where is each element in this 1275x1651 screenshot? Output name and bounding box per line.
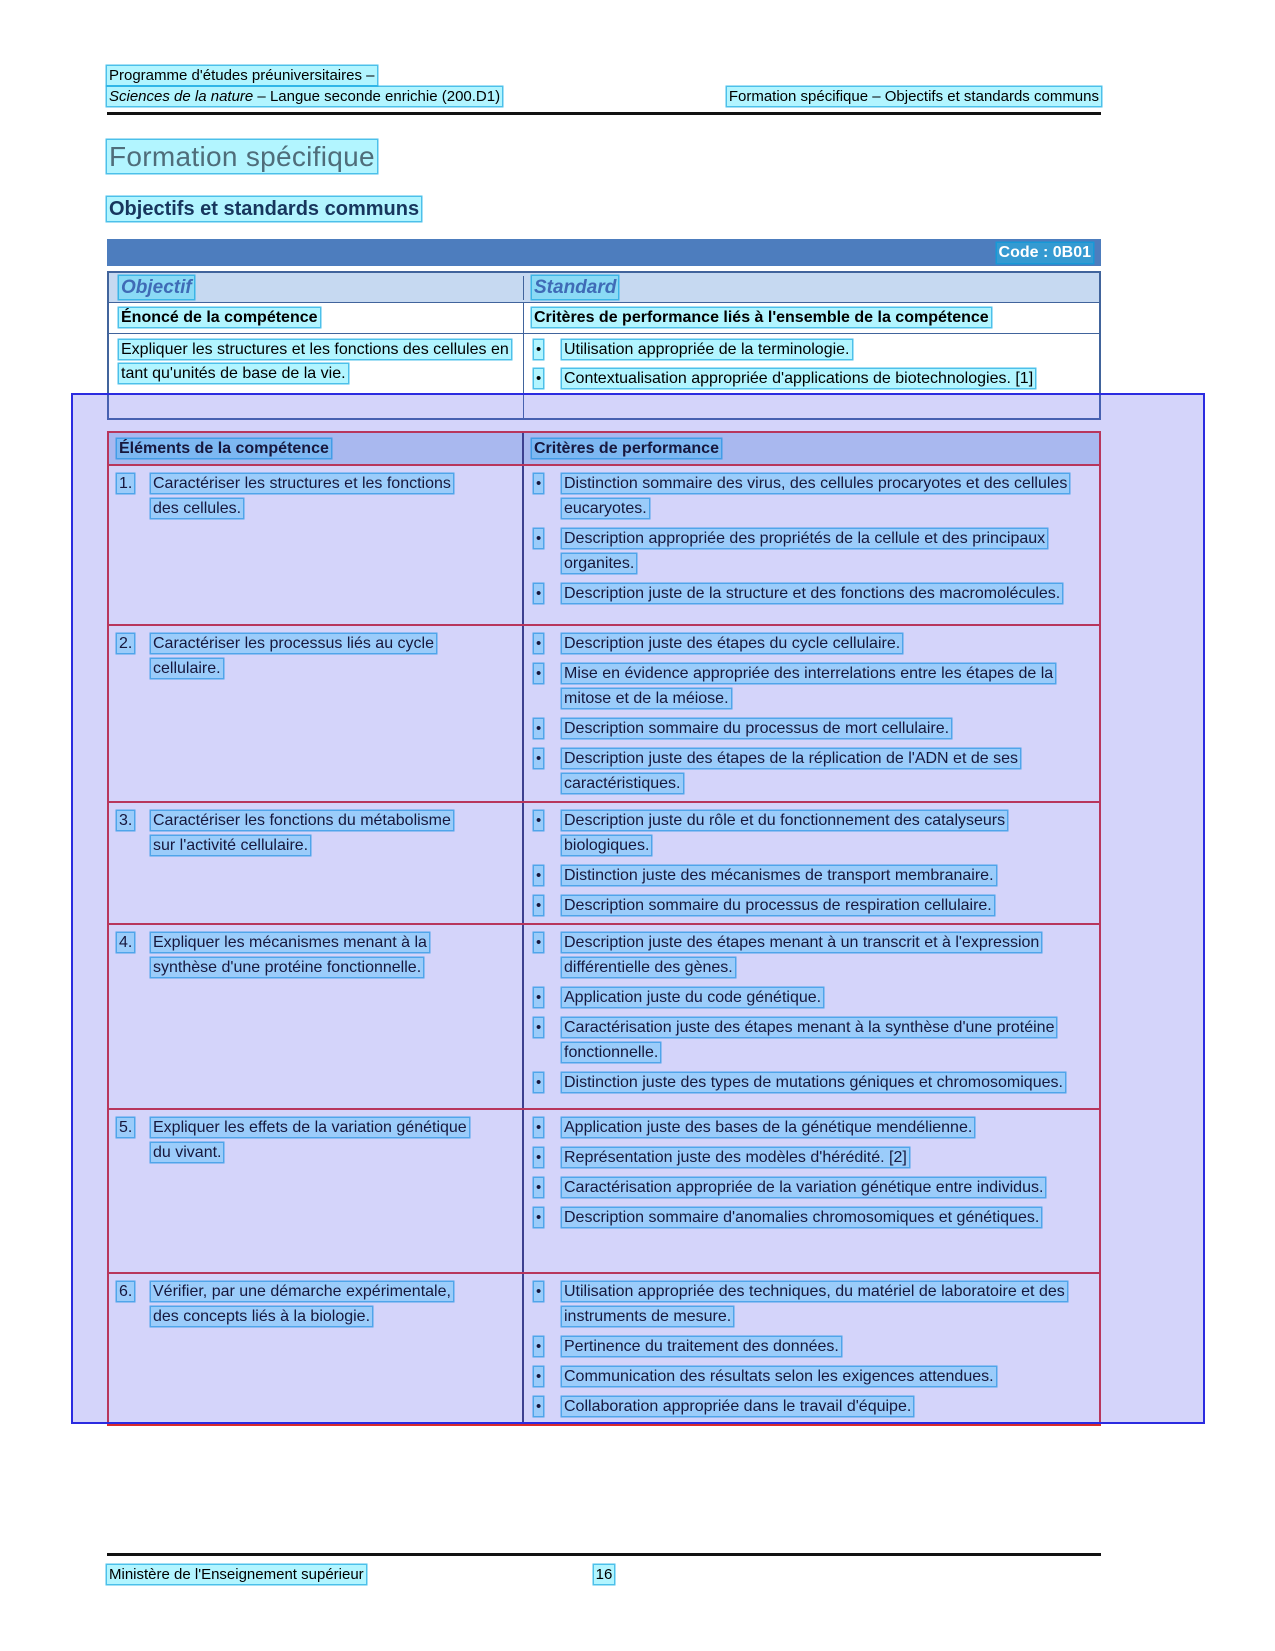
element-text: Caractériser les structures et les fonctions des cellules. — [153, 475, 451, 517]
bullet-icon: • — [536, 1209, 542, 1226]
objective-table-subheader-row — [109, 303, 1099, 334]
element-number-wrap — [117, 1115, 151, 1140]
bullet-wrap — [532, 1279, 562, 1304]
element-number: 4. — [119, 934, 133, 951]
bullet-icon: • — [536, 934, 542, 951]
criterion-text: Description appropriée des propriétés de la cellule et des principaux organites. — [564, 530, 1046, 572]
criteria-cell — [524, 466, 1099, 624]
criteria-cell — [524, 803, 1099, 923]
bullet-wrap — [532, 893, 562, 918]
element-number-wrap — [117, 808, 151, 833]
element-number: 1. — [119, 475, 133, 492]
criterion-text: Communication des résultats selon les exigences attendues. — [564, 1368, 994, 1385]
criterion-text: Description sommaire du processus de mort cellulaire. — [564, 720, 950, 737]
criterion-text: Représentation juste des modèles d'hérédité. [2] — [564, 1149, 907, 1166]
competence-statement-cell — [109, 334, 524, 418]
bullet-icon: • — [536, 341, 542, 358]
element-text: Vérifier, par une démarche expérimentale, des concepts liés à la biologie. — [153, 1283, 451, 1325]
element-text: Caractériser les fonctions du métabolisme sur l'activité cellulaire. — [153, 812, 451, 854]
criterion-text: Collaboration appropriée dans le travail d'équipe. — [564, 1398, 912, 1415]
bullet-icon: • — [536, 1019, 542, 1036]
criterion — [532, 930, 1091, 980]
criterion — [532, 1115, 1091, 1140]
bullet-icon: • — [536, 1338, 542, 1355]
criterion-text: Application juste des bases de la génétique mendélienne. — [564, 1119, 973, 1136]
criterion — [532, 471, 1091, 521]
bullet-wrap — [532, 1364, 562, 1389]
criteria-cell — [524, 1274, 1099, 1424]
element-number-wrap — [117, 471, 151, 496]
header-left-line1 — [107, 66, 502, 86]
table-row — [109, 923, 1099, 1108]
criterion-text: Description juste des étapes de la réplication de l'ADN et de ses caractéristiques. — [564, 750, 1018, 792]
element-cell — [109, 1110, 524, 1272]
bullet-icon: • — [536, 475, 542, 492]
bullet-wrap — [532, 338, 562, 362]
header-program-title: Programme d'études préuniversitaires – — [109, 67, 375, 84]
bullet-icon: • — [536, 867, 542, 884]
criterion-text: Contextualisation appropriée d'applications de biotechnologies. [1] — [564, 370, 1034, 387]
bullet-icon: • — [536, 720, 542, 737]
page-header — [107, 66, 1101, 115]
table-row — [109, 464, 1099, 624]
criterion — [532, 1070, 1091, 1095]
criterion-text: Distinction juste des types de mutations géniques et chromosomiques. — [564, 1074, 1063, 1091]
criteria-cell — [524, 925, 1099, 1108]
competence-statement: Expliquer les structures et les fonctions des cellules en tant qu'unités de base de la vie. — [121, 341, 509, 382]
criterion — [532, 1145, 1091, 1170]
bullet-icon: • — [536, 989, 542, 1006]
criterion — [532, 367, 1091, 391]
bullet-wrap — [532, 526, 562, 551]
bullet-icon: • — [536, 1368, 542, 1385]
element-number: 2. — [119, 635, 133, 652]
bullet-icon: • — [536, 750, 542, 767]
criterion-text: Application juste du code génétique. — [564, 989, 822, 1006]
bullet-icon: • — [536, 1398, 542, 1415]
criterion-text: Description juste des étapes du cycle cellulaire. — [564, 635, 901, 652]
criterion — [532, 1175, 1091, 1200]
bullet-wrap — [532, 930, 562, 955]
criterion-text: Caractérisation juste des étapes menant à la synthèse d'une protéine fonctionnelle. — [564, 1019, 1055, 1061]
criterion — [532, 1334, 1091, 1359]
criterion-text: Utilisation appropriée des techniques, du matériel de laboratoire et des instruments de mesure. — [564, 1283, 1065, 1325]
bullet-icon: • — [536, 1283, 542, 1300]
standard-header-cell: Standard — [534, 276, 617, 298]
bullet-icon: • — [536, 1149, 542, 1166]
element-cell — [109, 925, 524, 1108]
criterion — [532, 808, 1091, 858]
criterion-text: Distinction juste des mécanismes de transport membranaire. — [564, 867, 994, 884]
bullet-wrap — [532, 1334, 562, 1359]
element-cell — [109, 466, 524, 624]
criterion-text: Description sommaire du processus de respiration cellulaire. — [564, 897, 992, 914]
bullet-icon: • — [536, 585, 542, 602]
bullet-wrap — [532, 863, 562, 888]
code-label: Code : 0B01 — [998, 243, 1091, 261]
code-banner — [107, 239, 1101, 266]
objective-standard-table — [107, 271, 1101, 420]
criterion-text: Description juste des étapes menant à un transcrit et à l'expression différentielle des gènes. — [564, 934, 1040, 976]
criterion — [532, 863, 1091, 888]
criterion — [532, 1279, 1091, 1329]
bullet-wrap — [532, 1175, 562, 1200]
bullet-wrap — [532, 1070, 562, 1095]
criterion — [532, 526, 1091, 576]
criteria-cell — [524, 626, 1099, 801]
performance-header-cell: Critères de performance — [534, 440, 719, 457]
bullet-wrap — [532, 581, 562, 606]
objective-table-content-row — [109, 334, 1099, 418]
bullet-wrap — [532, 471, 562, 496]
criterion-text: Distinction sommaire des virus, des cellules procaryotes et des cellules eucaryotes. — [564, 475, 1068, 517]
criterion — [532, 338, 1091, 362]
bullet-icon: • — [536, 370, 542, 387]
criterion-text: Utilisation appropriée de la terminologie. — [564, 341, 850, 358]
bullet-wrap — [532, 1394, 562, 1419]
page-subtitle: Objectifs et standards communs — [109, 198, 420, 220]
footer-page-number: 16 — [595, 1566, 613, 1583]
criterion — [532, 1015, 1091, 1065]
elements-criteria-table — [107, 431, 1101, 1426]
bullet-wrap — [532, 746, 562, 771]
criterion-text: Description sommaire d'anomalies chromosomiques et génétiques. — [564, 1209, 1040, 1226]
bullet-wrap — [532, 1015, 562, 1040]
bullet-icon: • — [536, 635, 542, 652]
bullet-wrap — [532, 985, 562, 1010]
element-number-wrap — [117, 1279, 151, 1304]
page-title: Formation spécifique — [109, 141, 375, 172]
header-program-name: Sciences de la nature — [109, 88, 254, 105]
criterion — [532, 1205, 1091, 1230]
criterion — [532, 985, 1091, 1010]
objective-header-cell: Objectif — [109, 276, 524, 300]
bullet-icon: • — [536, 1179, 542, 1196]
bullet-icon: • — [536, 665, 542, 682]
criterion — [532, 893, 1091, 918]
bullet-icon: • — [536, 812, 542, 829]
criterion — [532, 746, 1091, 796]
competence-criteria-cell — [524, 334, 1099, 418]
criterion-text: Description juste de la structure et des fonctions des macromolécules. — [564, 585, 1061, 602]
bullet-wrap — [532, 661, 562, 686]
criterion-text: Caractérisation appropriée de la variation génétique entre individus. — [564, 1179, 1044, 1196]
element-cell — [109, 1274, 524, 1424]
criterion — [532, 1394, 1091, 1419]
table-row — [109, 1272, 1099, 1424]
element-number: 5. — [119, 1119, 133, 1136]
element-text: Expliquer les mécanismes menant à la synthèse d'une protéine fonctionnelle. — [153, 934, 427, 976]
bullet-wrap — [532, 1145, 562, 1170]
header-course-code: – Langue seconde enrichie (200.D1) — [253, 88, 501, 105]
bullet-wrap — [532, 1115, 562, 1140]
bullet-icon: • — [536, 897, 542, 914]
criterion — [532, 581, 1091, 606]
criterion-text: Description juste du rôle et du fonctionnement des catalyseurs biologiques. — [564, 812, 1006, 854]
element-number-wrap — [117, 930, 151, 955]
header-left — [107, 66, 502, 107]
bullet-wrap — [532, 367, 562, 391]
criterion-text: Mise en évidence appropriée des interrelations entre les étapes de la mitose et de la méiose. — [564, 665, 1054, 707]
element-number: 6. — [119, 1283, 133, 1300]
criteria-cell — [524, 1110, 1099, 1272]
objective-table-header-row — [109, 273, 1099, 303]
element-text: Expliquer les effets de la variation génétique du vivant. — [153, 1119, 467, 1161]
bullet-icon: • — [536, 1119, 542, 1136]
header-left-line2 — [107, 87, 502, 107]
header-course-label — [107, 87, 502, 106]
page-footer — [107, 1553, 1101, 1585]
element-cell — [109, 803, 524, 923]
bullet-wrap — [532, 1205, 562, 1230]
footer-ministry: Ministère de l'Enseignement supérieur — [109, 1566, 364, 1583]
element-cell — [109, 626, 524, 801]
bullet-icon: • — [536, 530, 542, 547]
table-row — [109, 801, 1099, 923]
criterion-text: Pertinence du traitement des données. — [564, 1338, 839, 1355]
criteres-header-cell: Critères de performance liés à l'ensemble de la compétence — [534, 309, 989, 326]
enonce-header-cell: Énoncé de la compétence — [109, 303, 524, 333]
header-right — [727, 87, 1101, 107]
element-text: Caractériser les processus liés au cycle cellulaire. — [153, 635, 434, 677]
bullet-wrap — [532, 808, 562, 833]
element-number: 3. — [119, 812, 133, 829]
table-row — [109, 1108, 1099, 1272]
criterion — [532, 716, 1091, 741]
criterion — [532, 1364, 1091, 1389]
bullet-icon: • — [536, 1074, 542, 1091]
header-section-label: Formation spécifique – Objectifs et standards communs — [728, 88, 1099, 105]
elements-header-cell: Éléments de la compétence — [109, 433, 524, 464]
criterion — [532, 661, 1091, 711]
footer-page-number-wrap — [107, 1565, 1101, 1585]
element-number-wrap — [117, 631, 151, 656]
elements-table-header-row — [109, 433, 1099, 464]
bullet-wrap — [532, 631, 562, 656]
criterion — [532, 631, 1091, 656]
table-row — [109, 624, 1099, 801]
bullet-wrap — [532, 716, 562, 741]
